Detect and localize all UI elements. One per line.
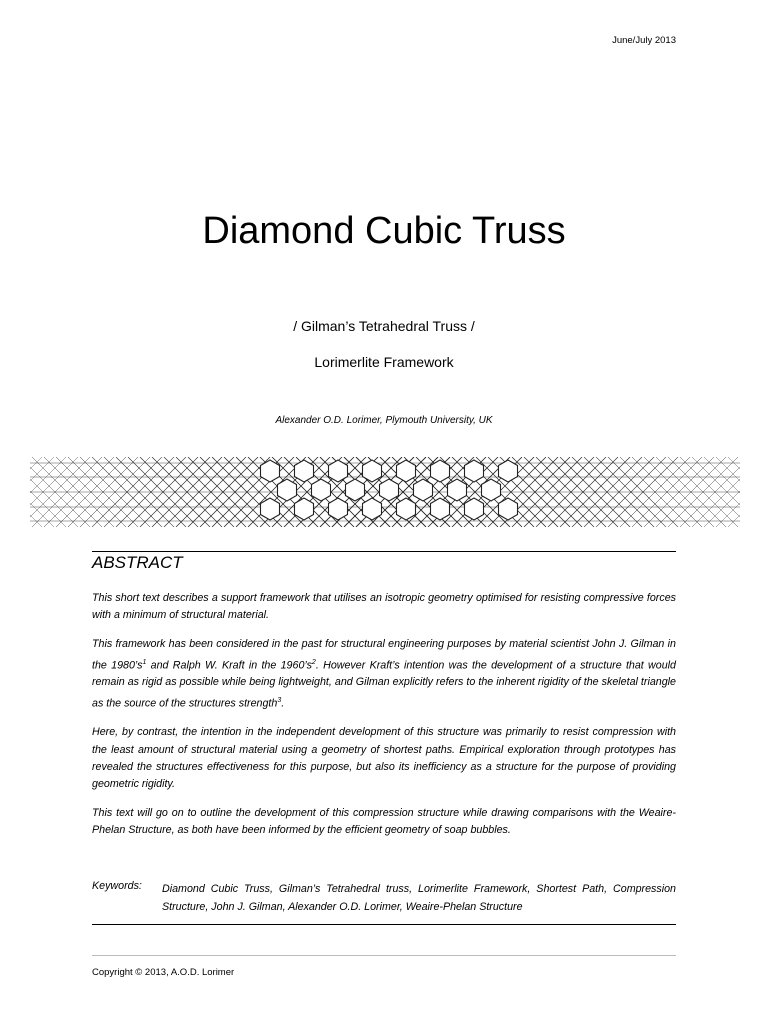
subtitle-gilman: / Gilman’s Tetrahedral Truss / — [293, 318, 475, 334]
author-line: Alexander O.D. Lorimer, Plymouth University, UK — [275, 415, 493, 426]
footnote-ref-2: 2 — [311, 658, 316, 666]
abstract-paragraph-2: This framework has been considered in the past for structural engineering purposes by material scientist John J. Gilman in the $1980’s^1$ and Ralph W. Kraft in the $1960’s^2$. However Kraft’s intention was the development of a structure that would remain as rigid as possible while being lightweight, and Gilman explicitly refers to the inherent rigidity of the skeletal triangle as the source of the structures strength$^3$. — [92, 638, 676, 710]
abstract-paragraph-3: Here, by contrast, the intention in the independent development of this structure was primarily to resist compression with the least amount of structural material using a geometry of shortest paths. Empirical exploration through prototypes has revealed the structures effectiveness for this purpose, but also its inefficiency as a structure for the purpose of providing geometric rigidity. — [92, 726, 676, 790]
page-title: Diamond Cubic Truss — [202, 210, 566, 252]
issue-date: June/July 2013 — [612, 35, 676, 46]
abstract-body — [92, 590, 676, 852]
abstract-paragraph-4: This text will go on to outline the development of this compression structure while drawing comparisons with the Weaire-Phelan Structure, as both have been informed by the efficient geometry of soap bubbles. — [92, 807, 676, 837]
abstract-top-rule — [92, 551, 676, 552]
footnote-ref-1: 1 — [142, 658, 147, 666]
footnote-ref-3: 3 — [277, 696, 282, 704]
subtitle-lorimerlite: Lorimerlite Framework — [314, 354, 454, 370]
keywords-bottom-rule — [92, 924, 676, 925]
copyright-notice: Copyright © 2013, A.O.D. Lorimer — [92, 967, 235, 978]
abstract-paragraph-1: This short text describes a support framework that utilises an isotropic geometry optimised for resisting compressive forces with a minimum of structural material. — [92, 592, 676, 622]
truss-lattice-illustration — [30, 457, 740, 527]
footer-rule — [92, 955, 676, 956]
keywords-label: Keywords: — [92, 880, 142, 892]
keywords-list: Diamond Cubic Truss, Gilman’s Tetrahedral truss, Lorimerlite Framework, Shortest Path, Compression Structure, John J. Gilman, Alexander O.D. Lorimer, Weaire-Phelan Structure — [162, 883, 676, 913]
abstract-heading: ABSTRACT — [92, 553, 183, 572]
